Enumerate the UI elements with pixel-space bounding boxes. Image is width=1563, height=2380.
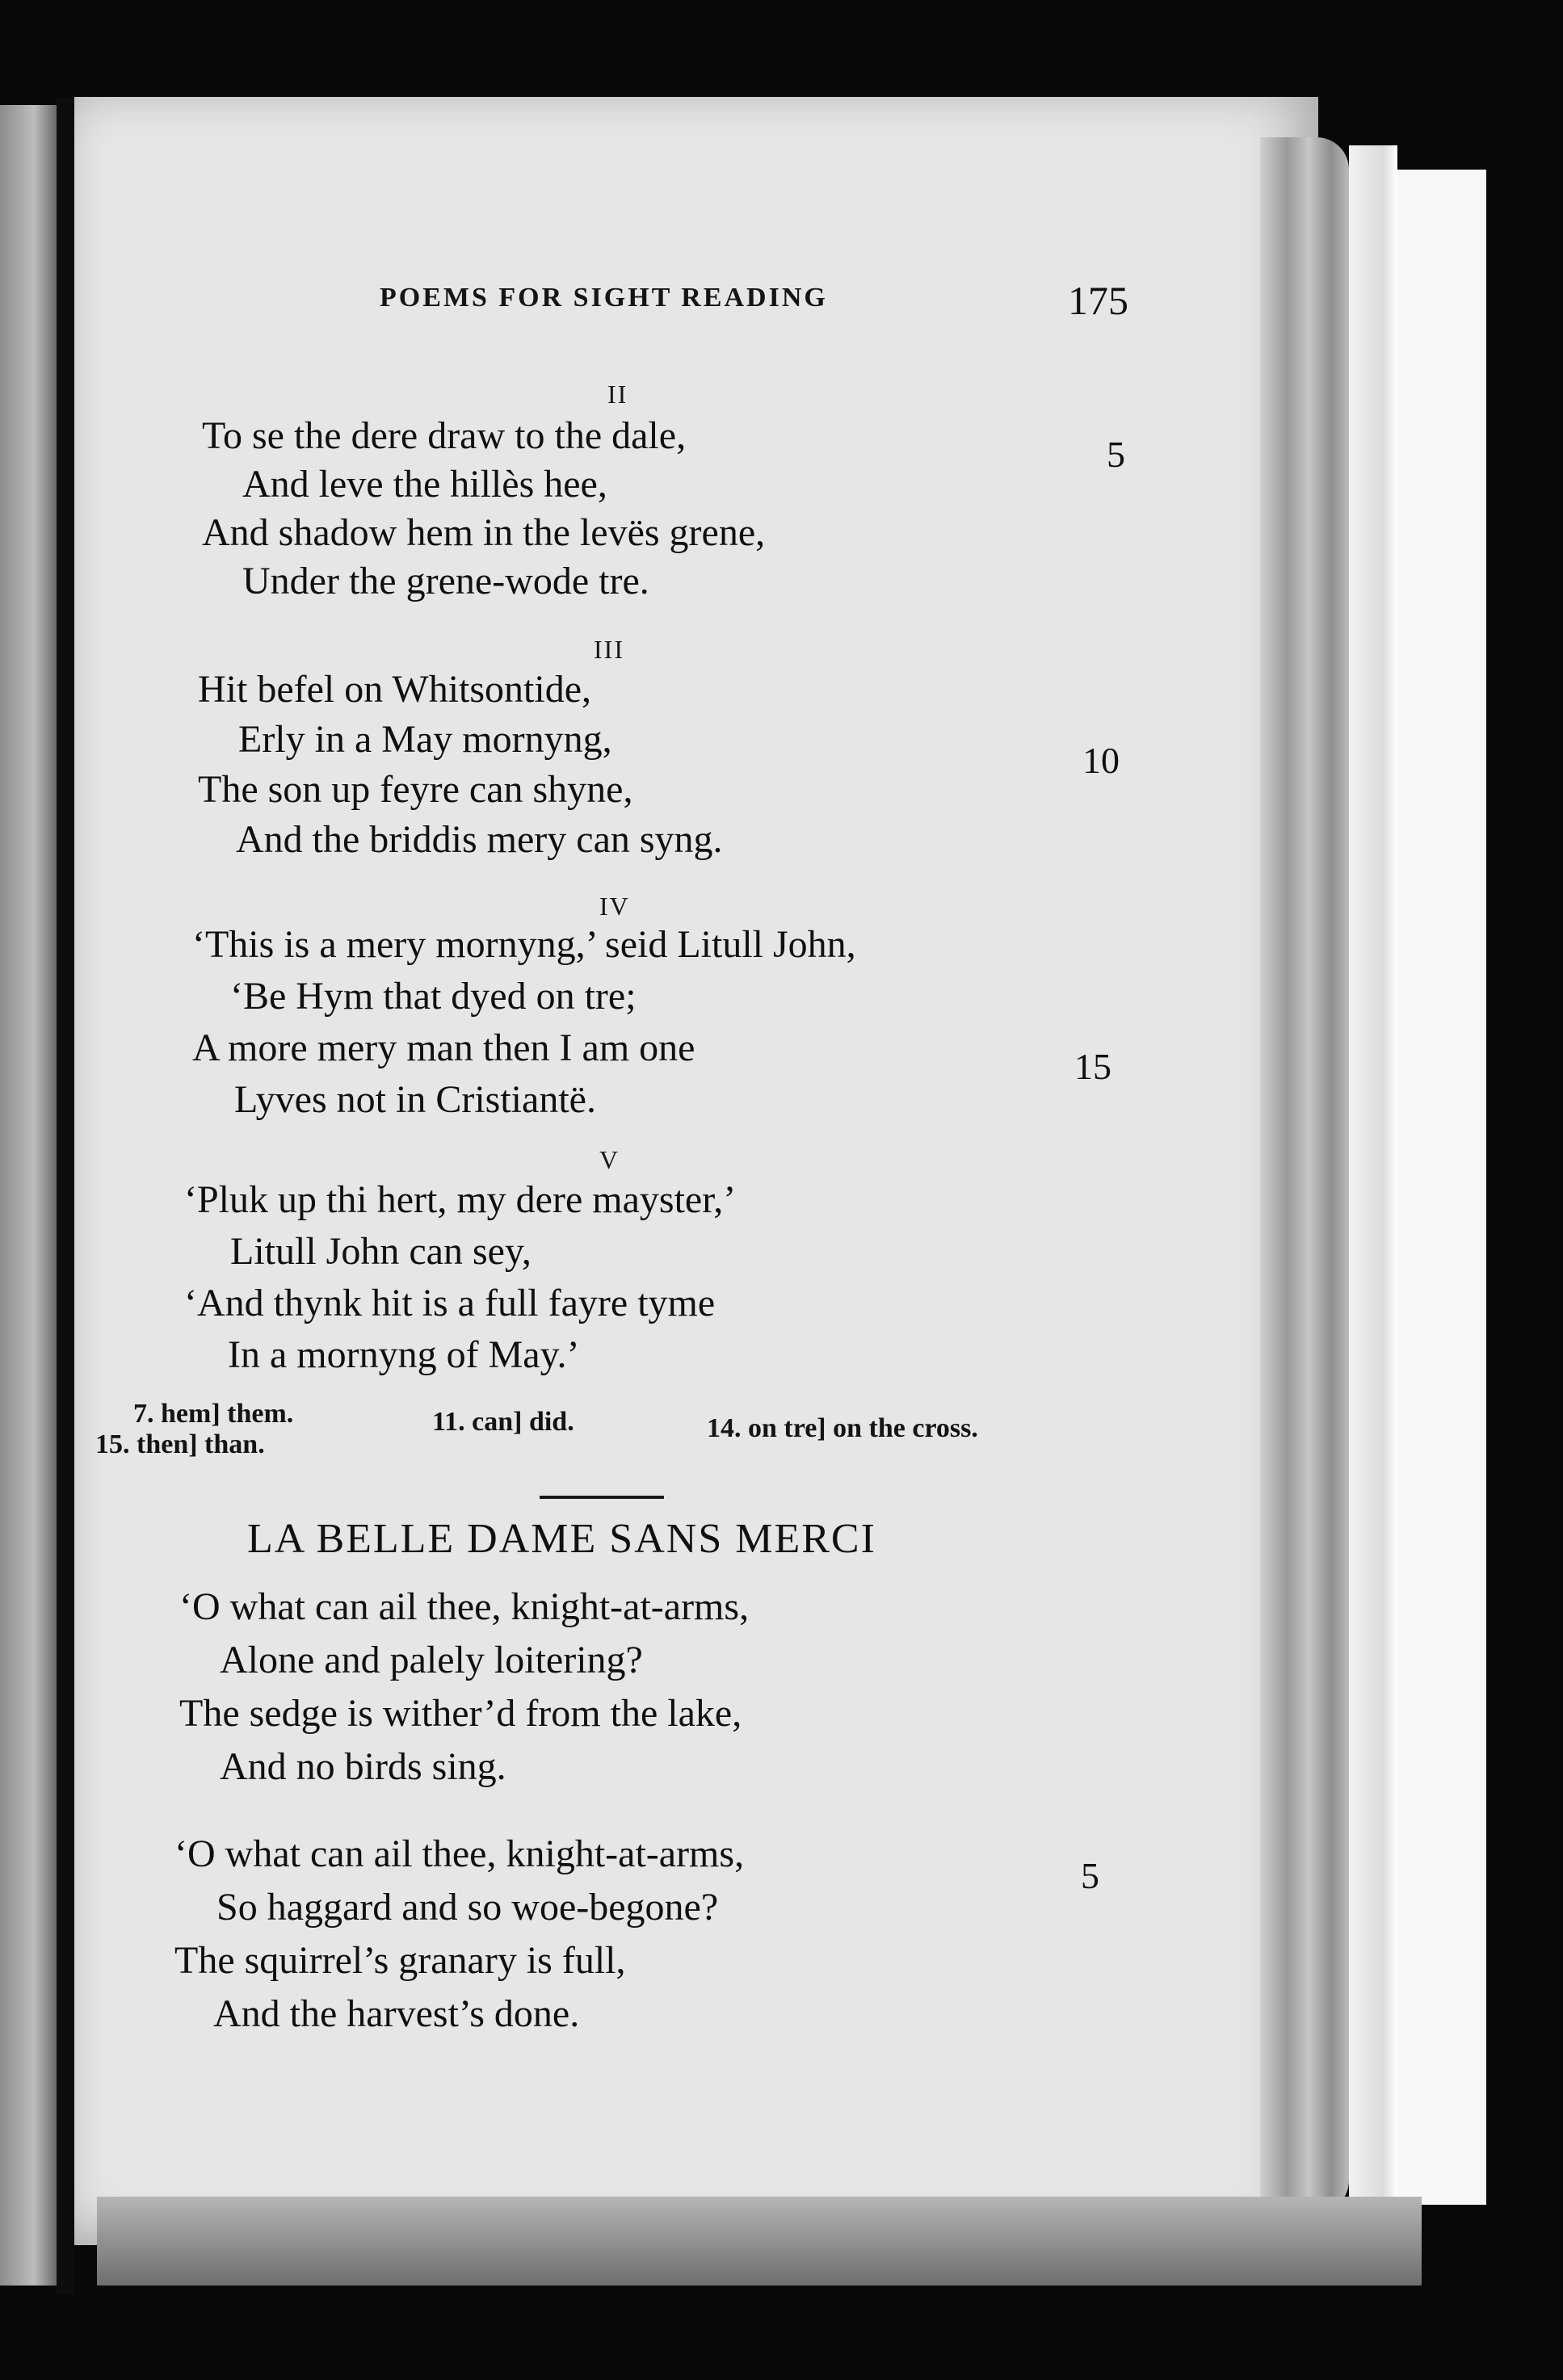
running-title: POEMS FOR SIGHT READING bbox=[380, 283, 828, 313]
verse-line: Alone and palely loitering? bbox=[220, 1639, 643, 1681]
footnote: 11. can] did. bbox=[432, 1407, 574, 1437]
verse-line: In a mornyng of May.’ bbox=[228, 1333, 580, 1376]
section-divider bbox=[540, 1496, 664, 1499]
line-number: 5 bbox=[1081, 1855, 1099, 1896]
verse-line: And leve the hillès hee, bbox=[242, 463, 607, 506]
verse-line: Lyves not in Cristiantë. bbox=[234, 1078, 596, 1121]
verse-line: To se the dere draw to the dale, bbox=[202, 414, 687, 457]
left-binding-shadow bbox=[57, 97, 74, 2294]
page-number: 175 bbox=[1068, 278, 1128, 323]
line-number: 15 bbox=[1074, 1046, 1111, 1087]
stanza-number: IV bbox=[599, 892, 630, 921]
stanza-number: V bbox=[599, 1145, 620, 1174]
verse-line: ‘Be Hym that dyed on tre; bbox=[230, 975, 637, 1018]
footnote: 14. on tre] on the cross. bbox=[707, 1413, 978, 1443]
verse-line: The son up feyre can shyne, bbox=[198, 768, 633, 811]
verse-line: Under the grene-wode tre. bbox=[242, 560, 649, 602]
stanza-number: II bbox=[607, 380, 628, 409]
verse-line: And no birds sing. bbox=[220, 1745, 506, 1788]
verse-line: ‘O what can ail thee, knight-at-arms, bbox=[174, 1832, 745, 1875]
verse-line: The squirrel’s granary is full, bbox=[174, 1939, 626, 1982]
verse-line: ‘O what can ail thee, knight-at-arms, bbox=[179, 1585, 750, 1628]
poem-title: LA BELLE DAME SANS MERCI bbox=[247, 1516, 876, 1562]
verse-line: Hit befel on Whitsontide, bbox=[198, 668, 592, 711]
footnote: 15. then] than. bbox=[95, 1429, 265, 1459]
verse-line: Erly in a May mornyng, bbox=[238, 718, 612, 761]
page-curl-gutter bbox=[1260, 137, 1349, 2213]
verse-line: A more mery man then I am one bbox=[192, 1026, 695, 1069]
stanza-number: III bbox=[594, 635, 624, 664]
right-paper-edge bbox=[1397, 170, 1486, 2205]
verse-line: And shadow hem in the levës grene, bbox=[202, 511, 766, 554]
verse-line: Litull John can sey, bbox=[230, 1230, 532, 1273]
verse-line: ‘Pluk up thi hert, my dere mayster,’ bbox=[184, 1178, 737, 1221]
line-number: 5 bbox=[1107, 434, 1125, 475]
verse-line: ‘This is a mery mornyng,’ seid Litull John, bbox=[192, 923, 856, 966]
footnote: 7. hem] them. bbox=[133, 1399, 294, 1429]
page-stack-edge bbox=[1349, 145, 1397, 2213]
verse-line: The sedge is wither’d from the lake, bbox=[179, 1692, 742, 1735]
verse-line: And the harvest’s done. bbox=[213, 1992, 580, 2035]
verse-line: So haggard and so woe-begone? bbox=[216, 1886, 719, 1929]
verse-line: ‘And thynk hit is a full fayre tyme bbox=[184, 1282, 716, 1324]
line-number: 10 bbox=[1082, 740, 1120, 781]
left-page-edge bbox=[0, 105, 57, 2286]
verse-line: And the briddis mery can syng. bbox=[236, 818, 723, 861]
bottom-page-edge bbox=[97, 2197, 1422, 2286]
